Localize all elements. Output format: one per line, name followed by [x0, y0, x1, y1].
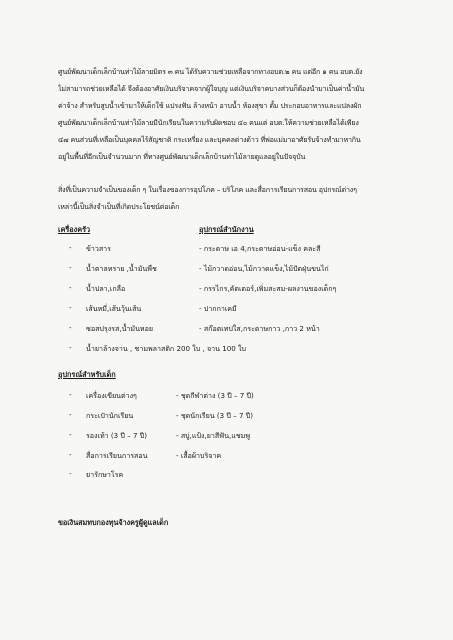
list-item: น้ำยาล้างจาน , ชามพลาสติก 200 ใบ , จาน 100 ใบ — [86, 344, 247, 353]
list-item: น้ำตาลทราย ,น้ำมันพืช — [86, 264, 157, 273]
list-item: - กระดาษ เอ 4,กระดาษอ่อน-แข็ง คละสี — [199, 244, 321, 253]
list-item: น้ำปลา,เกลือ — [86, 284, 126, 293]
list-item: ข้าวสาร — [86, 244, 111, 253]
list-item: สื่อการเรียนการสอน — [86, 451, 148, 460]
list-item: - สก๊อตเทปใส,กระดาษกาว ,กาว 2 หน้า — [199, 324, 320, 333]
list-item: - กรรไกร,คัตเตอร์,เพิ่มสะสม-ผลงานของเด็กๆ — [199, 284, 337, 293]
office-heading: อุปกรณ์สำนักงาน — [199, 225, 254, 234]
intro-line: ค่าจ้าง สำหรับสูบน้ำเข้ามาให้เด็กใช้ แปรงฟัน ล้างหน้า อาบน้ำ ห้องสุขา ตั้ม ประกอบอาหารและแปลงผัก — [58, 101, 362, 110]
list-item: - ชุดนักเรียน (3 ปี – 7 ปี) — [176, 411, 254, 420]
list-bullet: - — [69, 323, 72, 332]
intro-line: ศูนย์พัฒนาเด็กเล็กบ้านท่าไม้ลายมิตร ๓ คน ได้รับความช่วยเหลือจากทางอบต.๒ คน แต่อีก ๑ คน อบต.ยัง — [58, 67, 363, 76]
needs-paragraph — [58, 181, 398, 215]
list-bullet: - — [69, 450, 72, 459]
list-bullet: - — [69, 410, 72, 419]
list-bullet: - — [69, 430, 72, 439]
list-bullet: - — [69, 283, 72, 292]
list-item: กระเป๋านักเรียน — [86, 411, 134, 420]
list-item: - ชุดกีฬาต่าง (3 ปี – 7 ปี) — [176, 391, 254, 400]
list-item: เส้นหมี่,เส้นวุ้นเส้น — [86, 304, 142, 313]
intro-paragraph — [58, 63, 398, 165]
list-item: รองเท้า (3 ปี – 7 ปี) — [86, 431, 148, 440]
list-item: - ปากกาเคมี — [199, 304, 237, 313]
needs-line: เหล่านี้เป็นสิ่งจำเป็นที่เกิดประโยชน์ต่อเด็ก — [58, 202, 180, 211]
list-item: - เสื้อผ้าบริจาค — [176, 451, 222, 460]
kitchen-heading: เครื่องครัว — [58, 225, 91, 234]
intro-line: ๔๗ คนส่วนที่เหลือเป็นบุคคลไร้สัญชาติ กระเหรี่ยง และบุคคลต่างด้าว ที่พ่อแม่มาอาศัยรับจ้างทำมาหากิน — [58, 135, 361, 144]
children-heading: อุปกรณ์สำหรับเด็ก — [58, 370, 116, 379]
intro-line: ไม่สามารถช่วยเหลือได้ จึงต้องอาศัยเงินบริจาคจากผู้ใจบุญ แต่เงินบริจาคบางส่วนก็ต้องนำมาเป็นค่าน้ำมัน — [58, 84, 365, 93]
intro-line: ศูนย์พัฒนาเด็กเล็กบ้านท่าไม้ลายมีนักเรียนในความรับผิดชอบ ๔๐ คนแต่ อบต.ให้ความช่วยเหลือได้เพียง — [58, 118, 359, 127]
list-bullet: - — [69, 343, 72, 352]
list-item: เครื่องเขียนต่างๆ — [86, 391, 137, 400]
needs-line: สิ่งที่เป็นความจำเป็นของเด็ก ๆ ในเรื่องของการอุปโภค – บริโภค และสื่อการเรียนการสอน อุปกรณ์ต่างๆ — [58, 185, 357, 194]
list-item: ซอสปรุงรส,น้ำมันหอย — [86, 324, 154, 333]
fund-request-heading: ขอเงินสมทบกองทุนจ้างครูผู้ดูแลเด็ก — [58, 518, 169, 527]
list-bullet: - — [69, 243, 72, 252]
list-item: ยารักษาโรค — [86, 470, 124, 479]
list-item: - สบู่,แป้ง,ยาสีฟัน,แชมพู — [176, 431, 251, 440]
list-bullet: - — [69, 263, 72, 272]
list-item: - ไม้กวาดอ่อน,ไม้กวาดแข็ง,ไม้ปัดฝุ่นขนไก่ — [199, 264, 329, 273]
list-bullet: - — [69, 390, 72, 399]
list-bullet: - — [69, 303, 72, 312]
list-bullet: - — [69, 469, 72, 478]
intro-line: อยู่ในพื้นที่อีกเป็นจำนวนมาก ที่ทางศูนย์พัฒนาเด็กเล็กบ้านท่าไม้ลายดูแลอยู่ในปัจจุบัน — [58, 152, 306, 161]
